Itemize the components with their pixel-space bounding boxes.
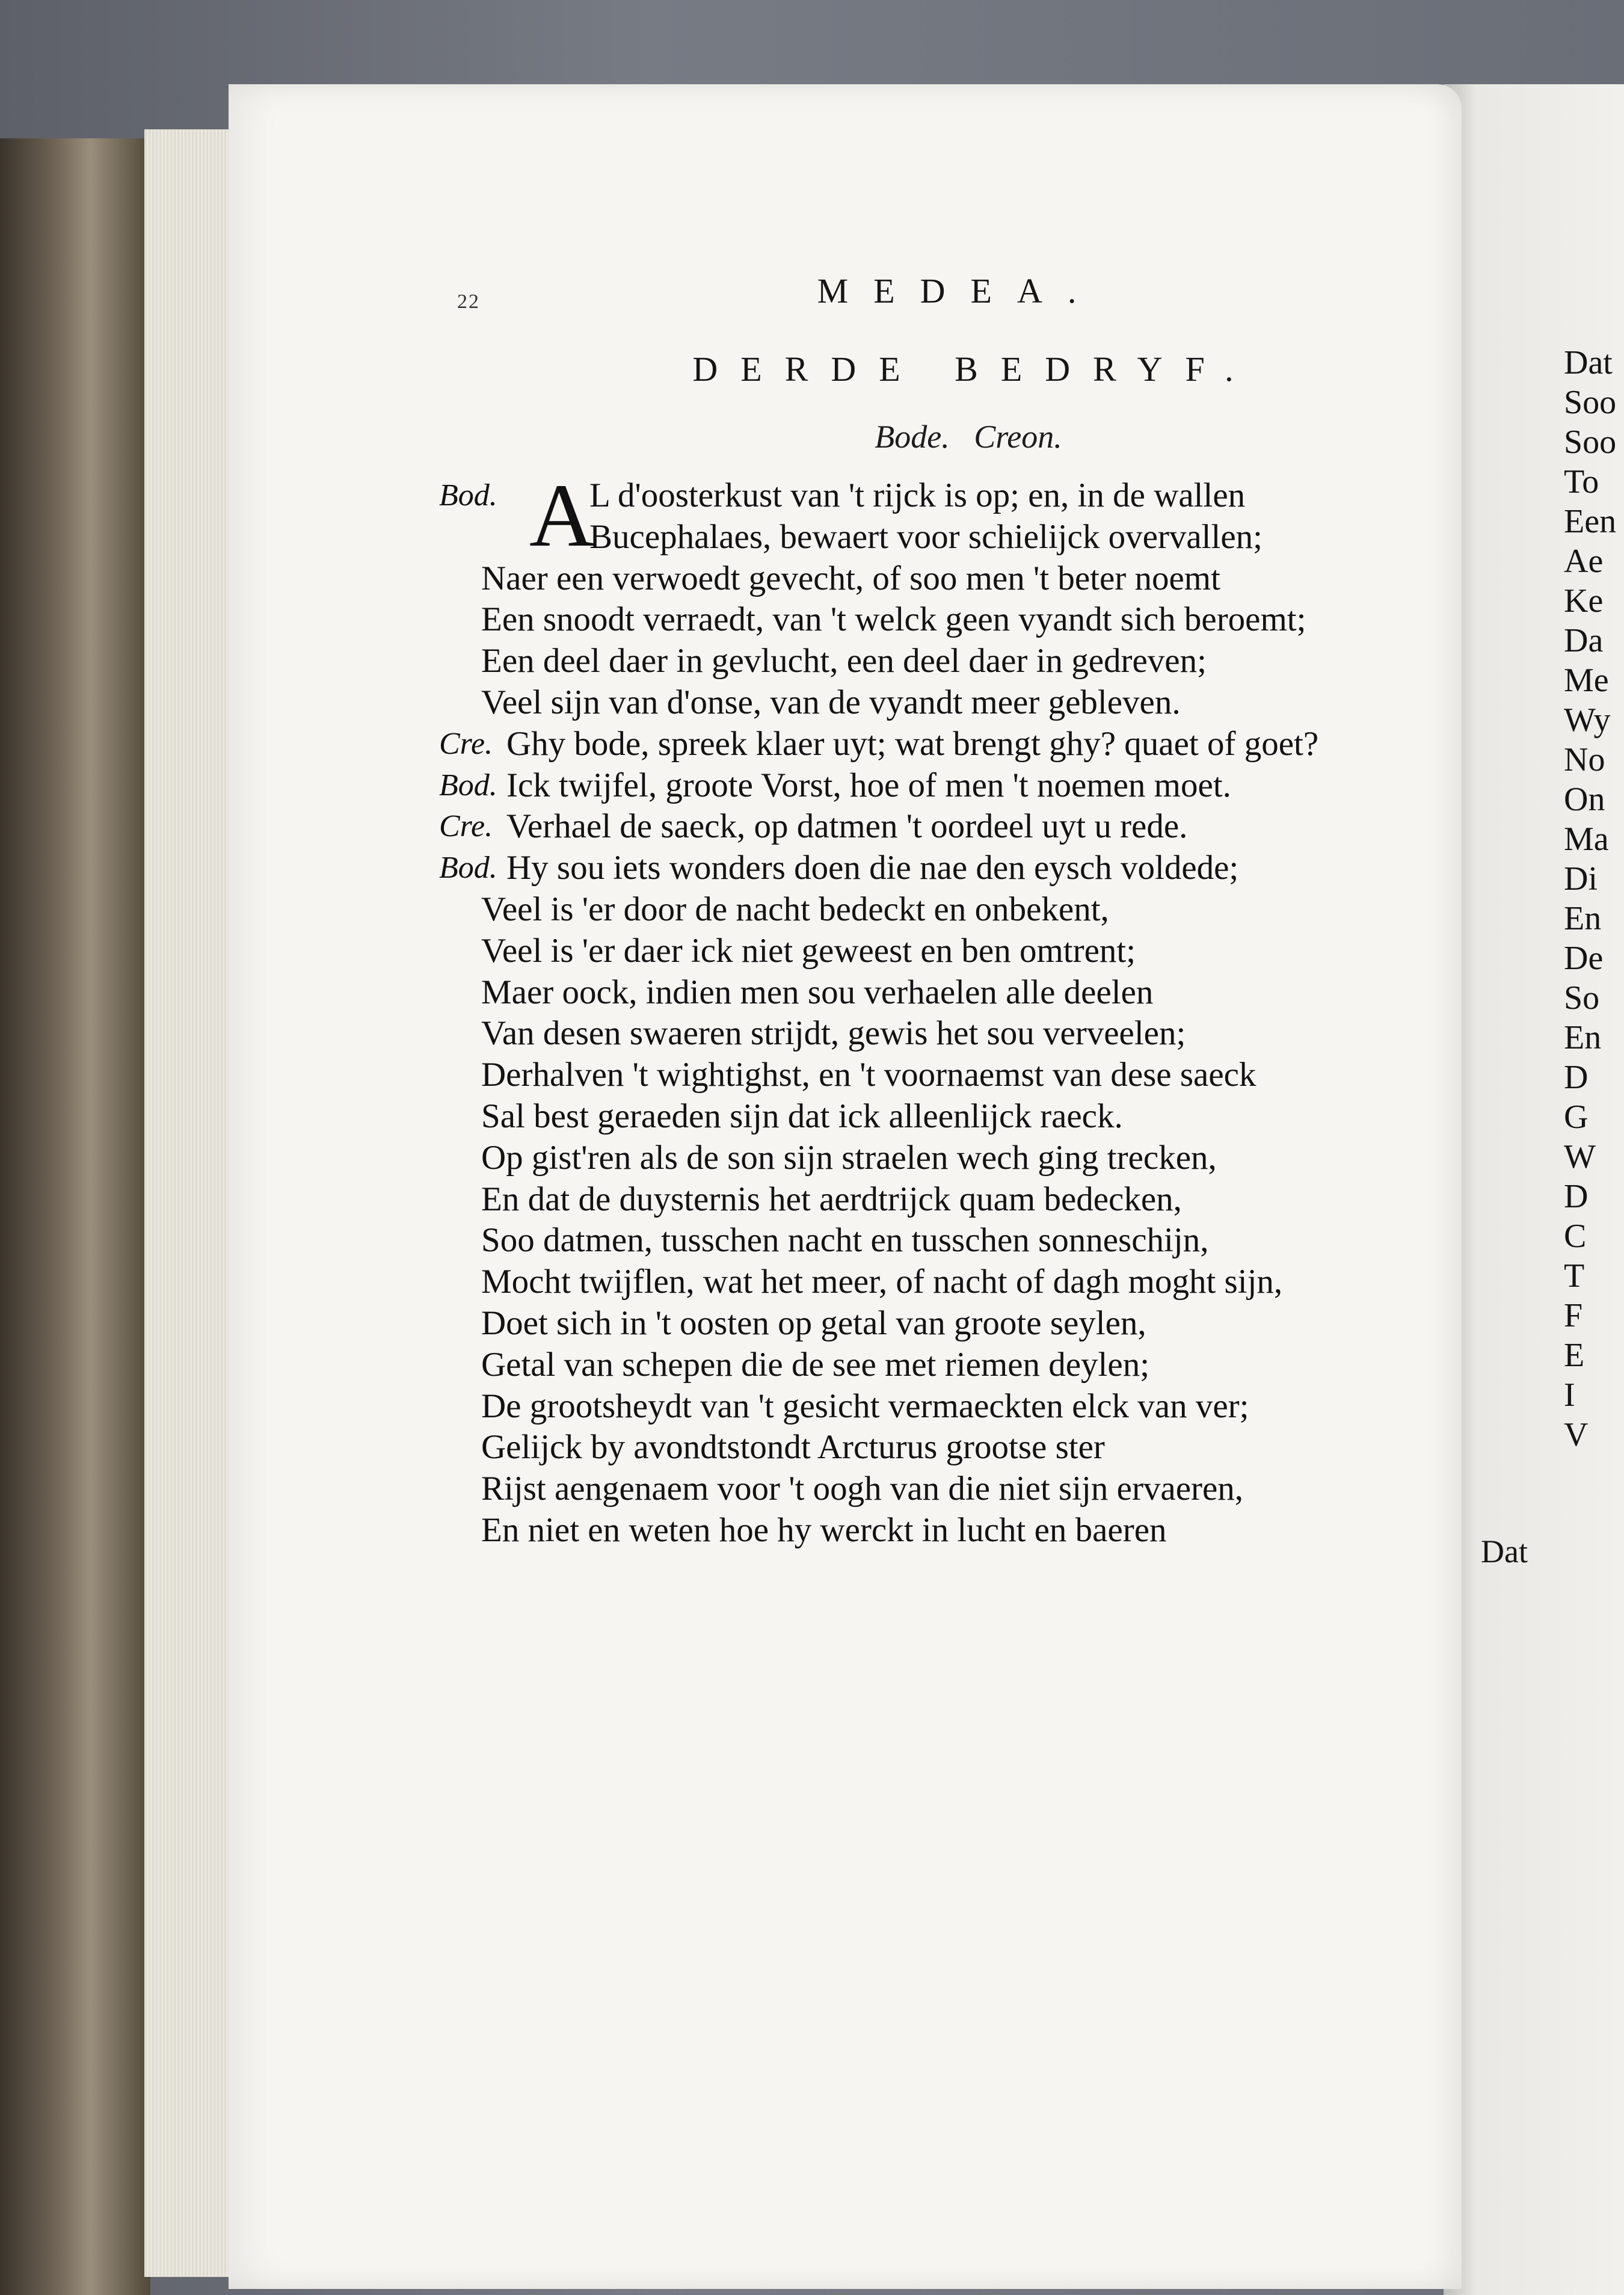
act-title: DERDE BEDRYF. (692, 350, 1256, 389)
verse-line (439, 1261, 1474, 1303)
facing-page-line: I (1564, 1376, 1575, 1414)
speaker-label: Bod. (439, 478, 497, 513)
verse-line (439, 599, 1474, 641)
verse-line (439, 1179, 1474, 1221)
facing-page-line: Ma (1564, 821, 1609, 858)
verse-text (439, 466, 1474, 1551)
verse-line-text: Op gist'ren als de son sijn straelen wech ging trecken, (481, 1138, 1217, 1177)
verse-line-text: Een deel daer in gevlucht, een deel daer in gedreven; (481, 642, 1207, 680)
verse-line (439, 1345, 1474, 1386)
catchword: Dat (1481, 1533, 1528, 1570)
facing-page-line: Ae (1564, 543, 1604, 580)
verse-line-text: Veel is 'er door de nacht bedeckt en onbekent, (481, 890, 1109, 928)
facing-page-line: F (1564, 1297, 1583, 1334)
facing-page-line: Dat (1564, 344, 1613, 381)
verse-line (439, 889, 1474, 931)
facing-page-line: Soo (1564, 424, 1617, 461)
speaker-label: Cre. (439, 809, 493, 844)
verse-line (439, 1468, 1474, 1510)
facing-page-line: Di (1564, 860, 1598, 898)
verse-line-text: En dat de duysternis het aerdtrijck quam bedecken, (481, 1180, 1182, 1218)
verse-line-text: En niet en weten hoe hy werckt in lucht en baeren (481, 1511, 1167, 1549)
verse-line-text: Van desen swaeren strijdt, gewis het sou verveelen; (481, 1014, 1186, 1053)
verse-line-text: Ick twijfel, groote Vorst, hoe of men 't noemen moet. (506, 766, 1231, 804)
verse-line-text: Bucephalaes, bewaert voor schielijck overvallen; (589, 517, 1263, 556)
verse-line (439, 931, 1474, 972)
facing-page-line: D (1564, 1059, 1589, 1096)
facing-page-line: Ke (1564, 582, 1604, 620)
speaker-label: Cre. (439, 726, 493, 761)
verse-line-text: Derhalven 't wightighst, en 't voornaemst van dese saeck (481, 1056, 1256, 1094)
speaking-persons: Bode. Creon. (875, 419, 1062, 455)
facing-page-line: V (1564, 1416, 1589, 1453)
facing-page-line: Da (1564, 622, 1604, 659)
facing-page-line: Me (1564, 662, 1609, 699)
verse-line-text: Doet sich in 't oosten op getal van groote seylen, (481, 1304, 1146, 1342)
verse-line (439, 765, 1474, 807)
verse-line (439, 724, 1474, 765)
facing-page-line: No (1564, 741, 1605, 778)
verse-line-text: Soo datmen, tusschen nacht en tusschen sonneschijn, (481, 1221, 1209, 1260)
verse-line (439, 1013, 1474, 1055)
verse-line-text: Maer oock, indien men sou verhaelen alle deelen (481, 973, 1154, 1011)
verse-line (439, 558, 1474, 600)
facing-page-line: En (1564, 900, 1602, 937)
verse-line-text: Hy sou iets wonders doen die nae den eysch voldede; (506, 849, 1239, 887)
facing-page-line: To (1564, 463, 1599, 501)
verse-line (439, 641, 1474, 682)
drop-capital: A (529, 466, 595, 565)
speaker-label: Bod. (439, 768, 497, 802)
facing-page-line: C (1564, 1218, 1587, 1255)
facing-page-line: D (1564, 1178, 1589, 1215)
facing-page-fragments (1564, 343, 1624, 1455)
facing-page-line: Wy (1564, 701, 1611, 739)
facing-page-line: Soo (1564, 384, 1617, 421)
verse-line (439, 1096, 1474, 1138)
verse-line-text: Mocht twijflen, wat het meer, of nacht of dagh moght sijn, (481, 1263, 1283, 1301)
facing-page-line: Een (1564, 503, 1617, 540)
page-number: 22 (457, 291, 480, 313)
verse-line-text: Naer een verwoedt gevecht, of soo men 't beter noemt (481, 559, 1220, 597)
facing-page-line: En (1564, 1019, 1602, 1056)
verse-line-text: Sal best geraeden sijn dat ick alleenlijck raeck. (481, 1097, 1123, 1135)
verse-line-text: Een snoodt verraedt, van 't welck geen vyandt sich beroemt; (481, 600, 1306, 639)
facing-page-line: T (1564, 1257, 1585, 1295)
verse-line-text: Verhael de saeck, op datmen 't oordeel uyt u rede. (506, 807, 1188, 846)
book-cover-edge (0, 138, 150, 2295)
verse-line-text: Veel sijn van d'onse, van de vyandt meer gebleven. (481, 683, 1181, 721)
verse-line (439, 1138, 1474, 1179)
facing-page-line: G (1564, 1098, 1589, 1136)
verse-line-text: Veel is 'er daer ick niet geweest en ben omtrent; (481, 931, 1136, 970)
verse-line-text: De grootsheydt van 't gesicht vermaeckten elck van ver; (481, 1387, 1249, 1425)
verse-line (439, 972, 1474, 1014)
verse-line (439, 1220, 1474, 1261)
verse-line (439, 848, 1474, 889)
facing-page-line: E (1564, 1337, 1585, 1374)
facing-page-line: So (1564, 979, 1600, 1017)
verse-line (439, 806, 1474, 848)
verse-line (439, 1386, 1474, 1428)
facing-page-line: W (1564, 1138, 1596, 1175)
verse-line-text: Gelijck by avondtstondt Arcturus grootse ster (481, 1428, 1105, 1467)
page-stack-edges (144, 129, 242, 2277)
verse-line (439, 1055, 1474, 1096)
running-head: MEDEA. (817, 271, 1102, 310)
verse-line-text: L d'oosterkust van 't rijck is op; en, in de wallen (589, 476, 1246, 514)
verse-line (439, 517, 1474, 558)
verse-line (439, 1510, 1474, 1551)
verse-line-text: Ghy bode, spreek klaer uyt; wat brengt ghy? quaet of goet? (506, 724, 1319, 763)
verse-line (439, 682, 1474, 724)
verse-line-text: Rijst aengenaem voor 't oogh van die niet sijn ervaeren, (481, 1470, 1244, 1508)
verse-line (439, 1427, 1474, 1468)
speaker-label: Bod. (439, 851, 497, 886)
verse-line (439, 1303, 1474, 1345)
facing-page-line: On (1564, 781, 1605, 818)
facing-page-line: De (1564, 940, 1604, 977)
verse-line-text: Getal van schepen die de see met riemen deylen; (481, 1345, 1150, 1384)
